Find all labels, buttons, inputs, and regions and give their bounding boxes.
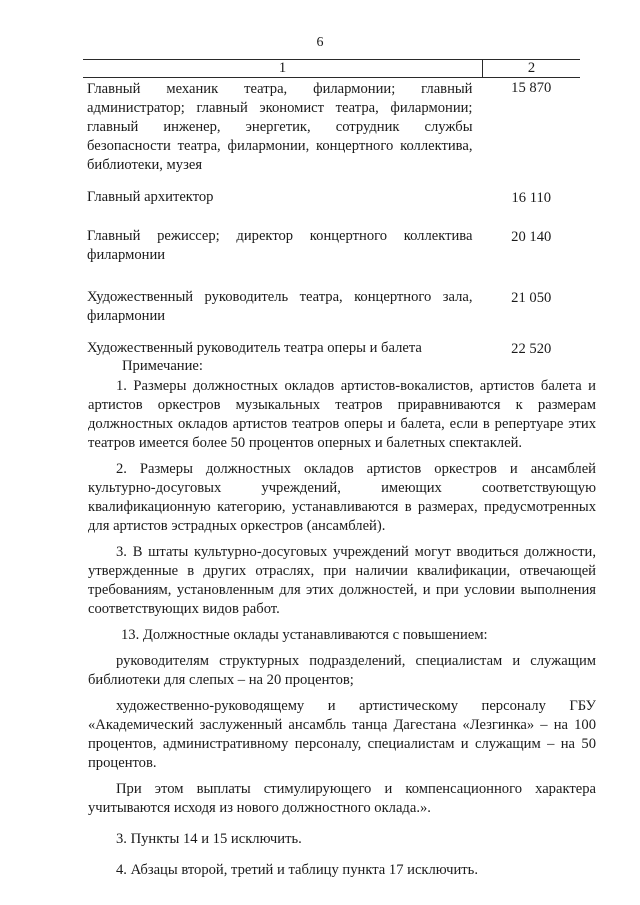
document-body bbox=[88, 357, 596, 880]
salary-table bbox=[83, 59, 580, 364]
table-row bbox=[83, 78, 580, 189]
note-item-1: 1. Размеры должностных окладов артистов-вокалистов, артистов балета и артистов оркестров музыкальных театров приравниваются к размерам должностных окладов артистов театров оперы и балета, если в репертуаре этих театров имеется более 50 процентов оперных и балетных спектаклей. bbox=[88, 378, 596, 451]
item-3: 3. Пункты 14 и 15 исключить. bbox=[116, 831, 302, 847]
position-cell: Художественный руководитель театра, концертного зала, филармонии bbox=[87, 289, 473, 324]
salary-cell: 20 140 bbox=[511, 229, 552, 245]
note-title: Примечание: bbox=[122, 358, 203, 374]
salary-cell: 16 110 bbox=[511, 190, 552, 206]
salary-cell: 15 870 bbox=[511, 80, 552, 96]
page-number: 6 bbox=[316, 35, 324, 50]
section-13-paragraph-3: При этом выплаты стимулирующего и компенсационного характера учитываются исходя из нового должностного оклада.». bbox=[88, 781, 596, 816]
note-item-2: 2. Размеры должностных окладов артистов оркестров и ансамблей культурно-досуговых учреждений, имеющих соответствующую квалификационную категорию, устанавливаются в размерах, предусмотренных для артистов эстрадных оркестров (ансамблей). bbox=[88, 461, 596, 534]
column-header-1: 1 bbox=[83, 60, 483, 78]
salary-cell: 21 050 bbox=[511, 290, 552, 306]
table-header-row bbox=[83, 60, 580, 78]
position-cell: Художественный руководитель театра оперы и балета bbox=[87, 340, 422, 356]
table-row bbox=[83, 288, 580, 339]
table-row bbox=[83, 227, 580, 288]
table-row bbox=[83, 188, 580, 227]
position-cell: Главный режиссер; директор концертного коллектива филармонии bbox=[87, 228, 473, 263]
position-cell: Главный архитектор bbox=[87, 189, 214, 205]
position-cell: Главный механик театра, филармонии; главный администратор; главный экономист театра, филармонии; главный инженер, энергетик, сотрудник службы безопасности театра, филармонии, концертного коллектива, библиотеки, музея bbox=[87, 81, 473, 173]
section-13-paragraph-1: руководителям структурных подразделений, специалистам и служащим библиотеки для слепых – на 20 процентов; bbox=[88, 653, 596, 688]
item-4: 4. Абзацы второй, третий и таблицу пункта 17 исключить. bbox=[116, 862, 478, 878]
salary-cell: 22 520 bbox=[511, 341, 552, 357]
section-13-paragraph-2: художественно-руководящему и артистическому персоналу ГБУ «Академический заслуженный ансамбль танца Дагестана «Лезгинка» – на 100 процентов, административному персоналу, специалистам и служащим – на 50 процентов. bbox=[88, 698, 596, 771]
column-header-2: 2 bbox=[483, 60, 581, 78]
note-item-3: 3. В штаты культурно-досуговых учреждений могут вводиться должности, утвержденные в других отраслях, при наличии квалификации, отвечающей требованиям, установленным для этих должностей, и при условии выполнения соответствующих видов работ. bbox=[88, 544, 596, 617]
section-13-heading: 13. Должностные оклады устанавливаются с повышением: bbox=[121, 627, 488, 643]
